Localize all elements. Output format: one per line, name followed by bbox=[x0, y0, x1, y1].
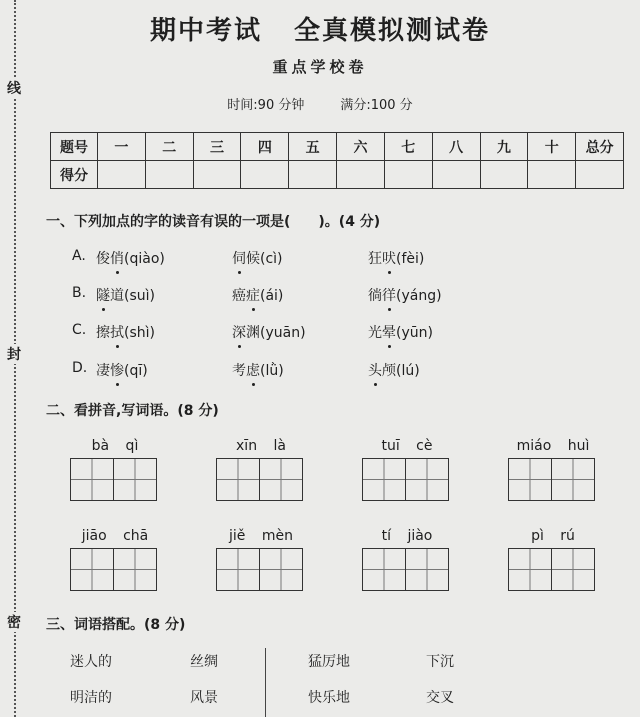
writing-boxes bbox=[362, 548, 452, 591]
tian-grid-box[interactable] bbox=[113, 548, 157, 591]
pinyin-writing-group bbox=[216, 528, 306, 591]
score-blank-cell[interactable] bbox=[98, 161, 146, 189]
tian-grid-box[interactable] bbox=[70, 458, 114, 501]
score-header-cell: 六 bbox=[337, 133, 385, 161]
score-table-header-row bbox=[51, 133, 624, 161]
score-header-cell: 八 bbox=[432, 133, 480, 161]
pronunciation-item: 深渊(yuān) bbox=[232, 322, 306, 342]
score-header-cell: 九 bbox=[480, 133, 528, 161]
tian-grid-box[interactable] bbox=[259, 548, 303, 591]
score-header-cell: 四 bbox=[241, 133, 289, 161]
full-score: 满分:100 分 bbox=[340, 98, 413, 113]
tian-grid-box[interactable] bbox=[216, 548, 260, 591]
pronunciation-item: 狂吠(fèi) bbox=[368, 248, 424, 268]
score-blank-cell[interactable] bbox=[241, 161, 289, 189]
match-divider bbox=[265, 648, 266, 717]
title-left: 期中考试 bbox=[149, 16, 262, 46]
tian-grid-box[interactable] bbox=[405, 548, 449, 591]
writing-boxes bbox=[362, 458, 452, 501]
pinyin-text: tuī cè bbox=[381, 438, 433, 454]
exam-info bbox=[0, 94, 640, 113]
section1-heading: 一、下列加点的字的读音有误的一项是( )。(4 分) bbox=[46, 214, 381, 230]
pinyin-writing-group bbox=[70, 528, 160, 591]
score-blank-cell[interactable] bbox=[384, 161, 432, 189]
score-header-cell: 题号 bbox=[51, 133, 98, 161]
pronunciation-item: 擦拭(shì) bbox=[96, 322, 155, 342]
match-word[interactable]: 风景 bbox=[190, 690, 218, 706]
writing-boxes bbox=[216, 458, 306, 501]
pronunciation-item: 癌症(ái) bbox=[232, 285, 283, 305]
match-word[interactable]: 丝绸 bbox=[190, 654, 218, 670]
score-blank-cell[interactable] bbox=[289, 161, 337, 189]
margin-mark-seal: 封 bbox=[4, 344, 24, 364]
writing-boxes bbox=[508, 458, 598, 501]
score-blank-cell[interactable] bbox=[432, 161, 480, 189]
pinyin-writing-group bbox=[362, 438, 452, 501]
pronunciation-item: 徜徉(yáng) bbox=[368, 285, 442, 305]
pinyin-writing-group bbox=[70, 438, 160, 501]
section2-heading: 二、看拼音,写词语。(8 分) bbox=[46, 403, 219, 419]
pronunciation-item: 考虑(lǜ) bbox=[232, 360, 284, 380]
option-label: B. bbox=[72, 285, 87, 301]
writing-boxes bbox=[216, 548, 306, 591]
match-word[interactable]: 迷人的 bbox=[70, 654, 112, 670]
score-blank-cell[interactable] bbox=[145, 161, 193, 189]
tian-grid-box[interactable] bbox=[216, 458, 260, 501]
pronunciation-item: 凄惨(qī) bbox=[96, 360, 148, 380]
match-word[interactable]: 快乐地 bbox=[308, 690, 350, 706]
pinyin-writing-group bbox=[216, 438, 306, 501]
exam-title bbox=[0, 10, 640, 47]
tian-grid-box[interactable] bbox=[551, 548, 595, 591]
pronunciation-item: 隧道(suì) bbox=[96, 285, 155, 305]
option-label: D. bbox=[72, 360, 88, 376]
score-header-cell: 五 bbox=[289, 133, 337, 161]
pinyin-text: pì rú bbox=[531, 528, 575, 544]
pinyin-writing-group bbox=[508, 438, 598, 501]
tian-grid-box[interactable] bbox=[259, 458, 303, 501]
score-blank-cell[interactable] bbox=[528, 161, 576, 189]
pronunciation-item: 头颅(lú) bbox=[368, 360, 420, 380]
match-word[interactable]: 交叉 bbox=[426, 690, 454, 706]
writing-boxes bbox=[70, 548, 160, 591]
score-blank-cell[interactable] bbox=[480, 161, 528, 189]
margin-mark-secret: 密 bbox=[4, 612, 24, 632]
margin-mark-line: 线 bbox=[4, 78, 24, 98]
tian-grid-box[interactable] bbox=[70, 548, 114, 591]
pronunciation-item: 光晕(yūn) bbox=[368, 322, 433, 342]
writing-boxes bbox=[70, 458, 160, 501]
score-table-score-row bbox=[51, 161, 624, 189]
pronunciation-item: 俊俏(qiào) bbox=[96, 248, 165, 268]
pinyin-text: bà qì bbox=[91, 438, 139, 454]
score-header-cell: 二 bbox=[145, 133, 193, 161]
match-word[interactable]: 猛厉地 bbox=[308, 654, 350, 670]
score-header-cell: 一 bbox=[98, 133, 146, 161]
tian-grid-box[interactable] bbox=[362, 548, 406, 591]
option-label: C. bbox=[72, 322, 87, 338]
pinyin-text: jiě mèn bbox=[229, 528, 293, 544]
time-limit: 时间:90 分钟 bbox=[227, 98, 305, 113]
pronunciation-item: 伺候(cì) bbox=[232, 248, 283, 268]
score-table bbox=[50, 132, 624, 189]
title-right: 全真模拟测试卷 bbox=[294, 16, 491, 46]
pinyin-text: xīn là bbox=[236, 438, 286, 454]
score-blank-cell[interactable] bbox=[193, 161, 241, 189]
pinyin-text: tí jiào bbox=[381, 528, 433, 544]
tian-grid-box[interactable] bbox=[113, 458, 157, 501]
tian-grid-box[interactable] bbox=[362, 458, 406, 501]
score-header-cell: 七 bbox=[384, 133, 432, 161]
section3-heading: 三、词语搭配。(8 分) bbox=[46, 617, 186, 633]
match-word[interactable]: 明洁的 bbox=[70, 690, 112, 706]
pinyin-writing-group bbox=[362, 528, 452, 591]
option-label: A. bbox=[72, 248, 86, 264]
writing-boxes bbox=[508, 548, 598, 591]
tian-grid-box[interactable] bbox=[405, 458, 449, 501]
score-header-cell: 总分 bbox=[576, 133, 624, 161]
score-blank-cell[interactable] bbox=[337, 161, 385, 189]
tian-grid-box[interactable] bbox=[551, 458, 595, 501]
pinyin-text: miáo huì bbox=[516, 438, 590, 454]
exam-subtitle: 重点学校卷 bbox=[272, 58, 368, 76]
tian-grid-box[interactable] bbox=[508, 548, 552, 591]
score-row-label: 得分 bbox=[51, 161, 98, 189]
pinyin-text: jiāo chā bbox=[81, 528, 149, 544]
score-header-cell: 十 bbox=[528, 133, 576, 161]
match-word[interactable]: 下沉 bbox=[426, 654, 454, 670]
score-header-cell: 三 bbox=[193, 133, 241, 161]
pinyin-writing-group bbox=[508, 528, 598, 591]
tian-grid-box[interactable] bbox=[508, 458, 552, 501]
score-blank-cell[interactable] bbox=[576, 161, 624, 189]
